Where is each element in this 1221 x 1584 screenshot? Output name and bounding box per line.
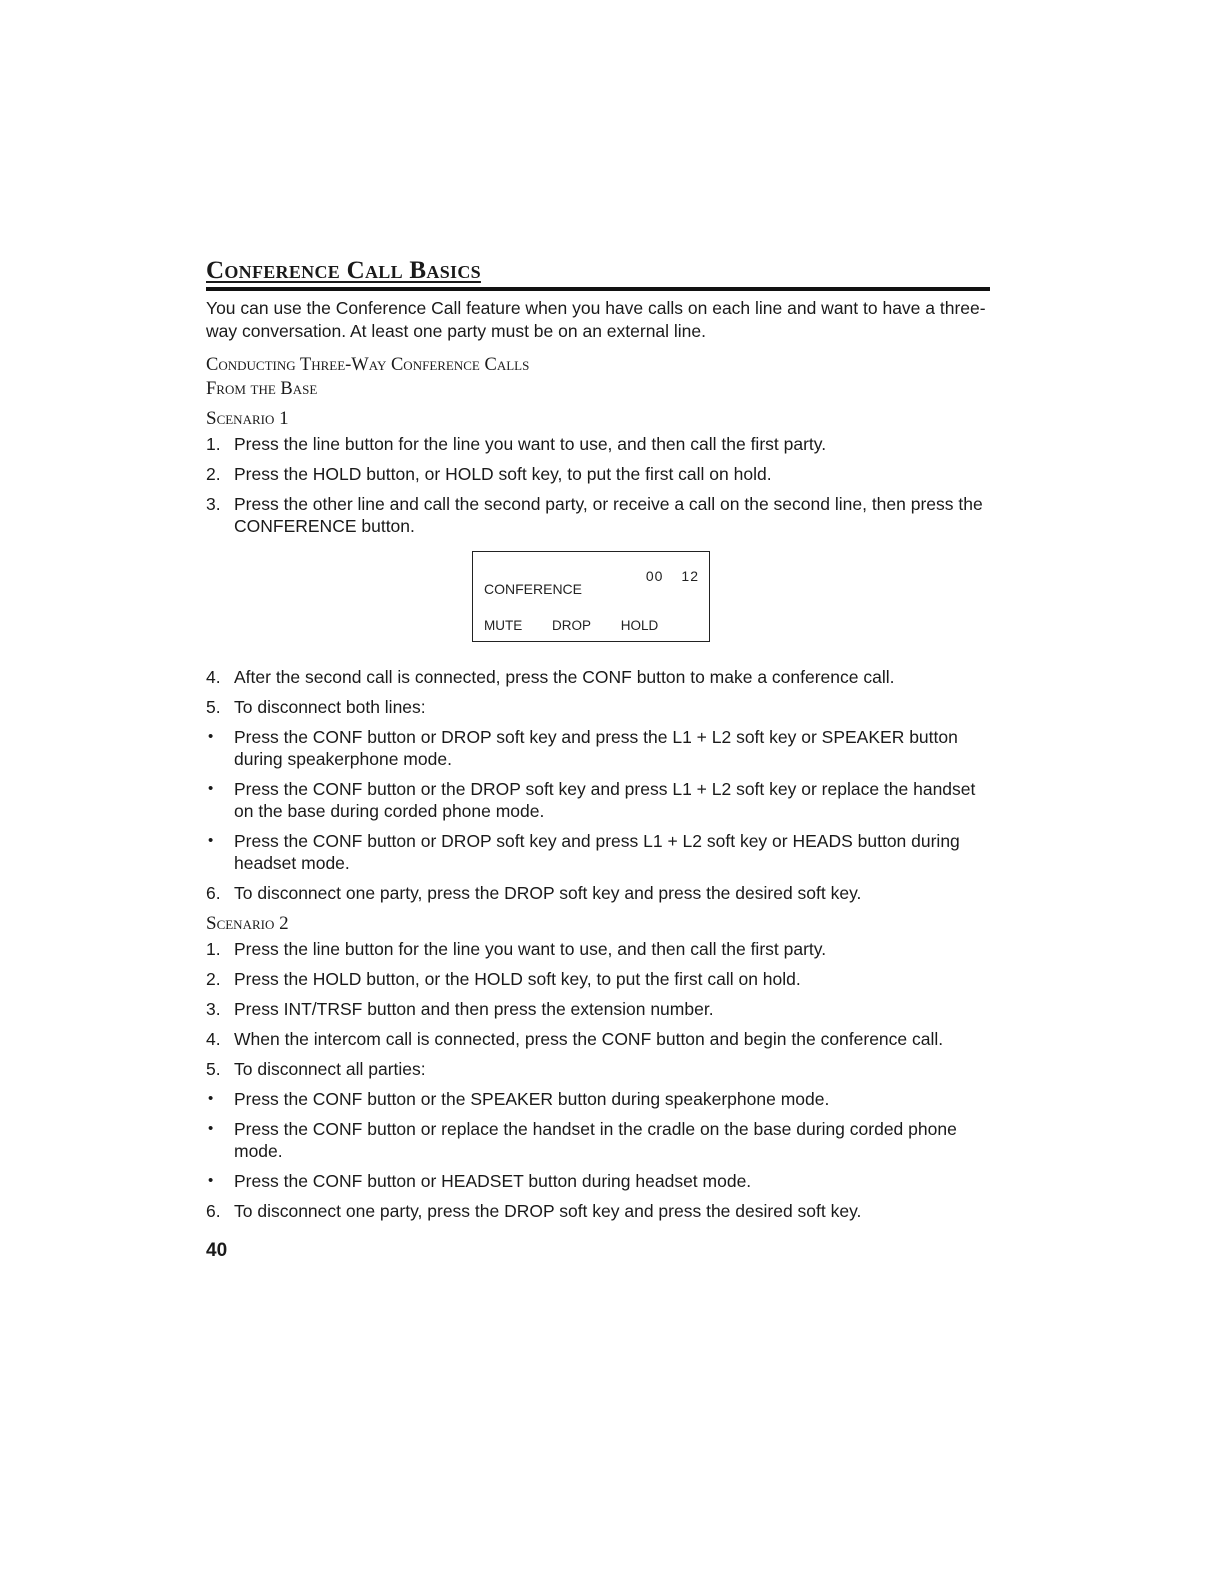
list-item: 1. Press the line button for the line you want to use, and then call the first party.: [206, 939, 827, 959]
scenario-1-steps-a: [206, 433, 990, 537]
list-item: 4. After the second call is connected, press the CONF button to make a conference call.: [206, 667, 895, 687]
list-item: 3. Press the other line and call the second party, or receive a call on the second line, then press the CONFERENCE button.: [206, 494, 983, 536]
bullet-item: • Press the CONF button or replace the handset in the cradle on the base during corded phone mode.: [208, 1119, 957, 1161]
softkey-label: DROP: [552, 618, 592, 633]
bullet-item: • Press the CONF button or DROP soft key and press L1 + L2 soft key or HEADS button during headset mode.: [208, 831, 960, 873]
display-timer: 00 12: [645, 568, 699, 584]
page-number: 40: [206, 1240, 228, 1261]
list-item: 5. To disconnect both lines:: [206, 697, 426, 717]
scenario-2-steps-a: [206, 938, 990, 1080]
scenario-2-heading: Scenario 2: [206, 913, 289, 934]
section-heading: Conducting Three-Way Conference Calls: [206, 355, 530, 375]
manual-page: [206, 258, 990, 1262]
scenario-2-steps-c: [206, 1200, 990, 1222]
scenario-1-steps-c: [206, 882, 990, 904]
scenario-1-heading: Scenario 1: [206, 408, 289, 429]
list-item: 3. Press INT/TRSF button and then press the extension number.: [206, 999, 714, 1019]
scenario-1-steps-b: [206, 666, 990, 718]
phone-display-illustration: [472, 551, 710, 642]
list-item: 6. To disconnect one party, press the DROP soft key and press the desired soft key.: [206, 1201, 862, 1221]
intro-paragraph: You can use the Conference Call feature when you have calls on each line and want to have a three-way conversation. At least one party must be on an external line.: [206, 298, 986, 341]
list-item: 1. Press the line button for the line you want to use, and then call the first party.: [206, 434, 827, 454]
list-item: 4. When the intercom call is connected, press the CONF button and begin the conference call.: [206, 1029, 944, 1049]
list-item: 5. To disconnect all parties:: [206, 1059, 426, 1079]
list-item: 2. Press the HOLD button, or HOLD soft key, to put the first call on hold.: [206, 464, 772, 484]
softkey-label: MUTE: [484, 618, 523, 633]
list-item: 2. Press the HOLD button, or the HOLD soft key, to put the first call on hold.: [206, 969, 801, 989]
page-title: Conference Call Basics: [206, 258, 990, 291]
scenario-2-bullets: [206, 1088, 990, 1192]
display-softkeys: [484, 618, 658, 633]
subsection-heading: From the Base: [206, 379, 318, 399]
bullet-item: • Press the CONF button or HEADSET button during headset mode.: [208, 1171, 752, 1191]
bullet-item: • Press the CONF button or the DROP soft key and press L1 + L2 soft key or replace the handset on the base during corded phone mode.: [208, 779, 976, 821]
bullet-item: • Press the CONF button or DROP soft key and press the L1 + L2 soft key or SPEAKER button during speakerphone mode.: [208, 727, 958, 769]
display-mode-text: CONFERENCE: [484, 581, 583, 597]
list-item: 6. To disconnect one party, press the DROP soft key and press the desired soft key.: [206, 883, 862, 903]
softkey-label: HOLD: [620, 618, 659, 633]
bullet-item: • Press the CONF button or the SPEAKER button during speakerphone mode.: [208, 1089, 830, 1109]
scenario-1-bullets: [206, 726, 990, 874]
